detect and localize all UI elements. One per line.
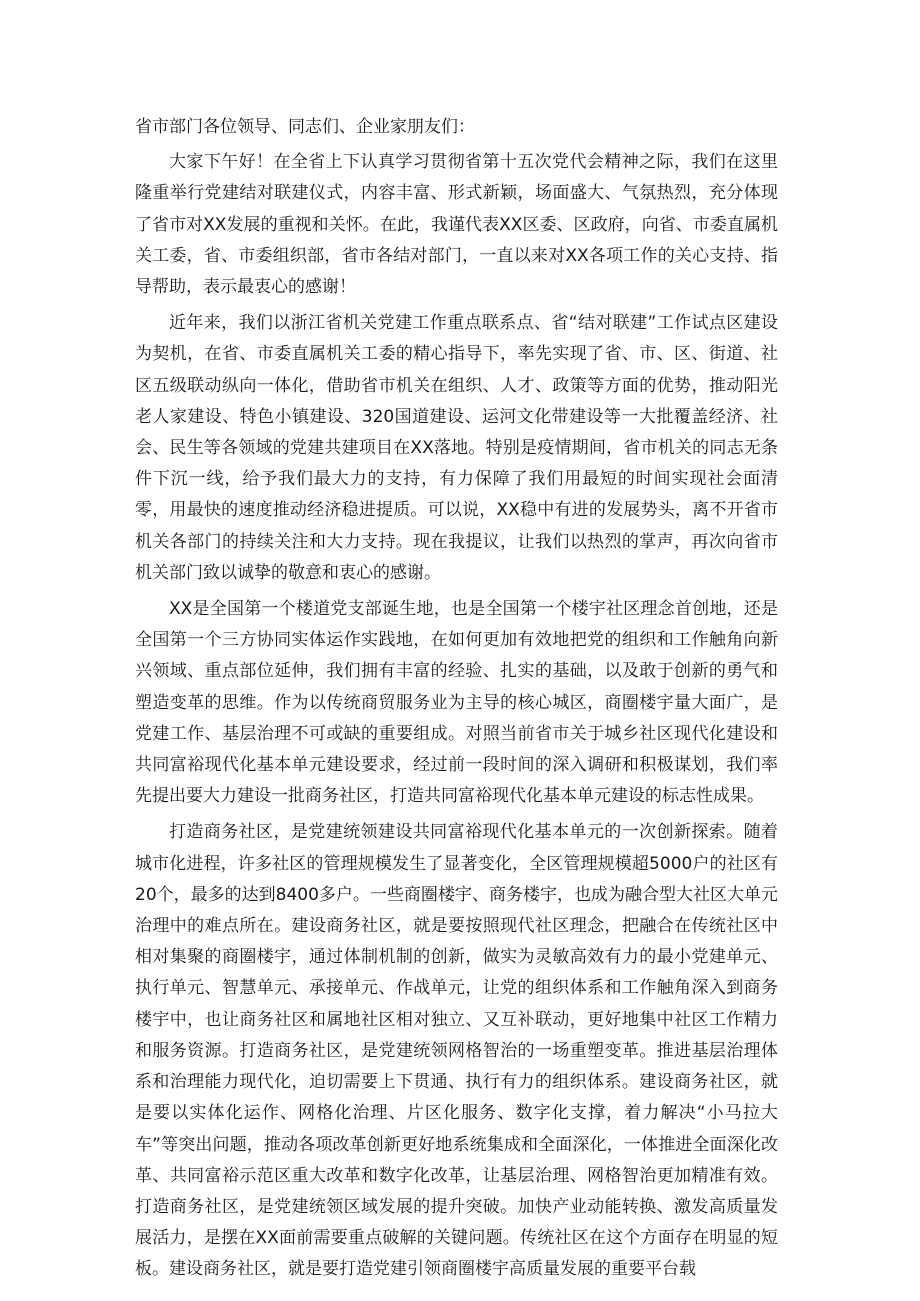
paragraph-background: XX是全国第一个楼道党支部诞生地，也是全国第一个楼宇社区理念首创地，还是全国第一个三方协同实体运作实践地，在如何更加有效地把党的组织和工作触角向新兴领域、重点部位延伸，我们拥有丰富的经验、扎实的基础，以及敢于创新的勇气和塑造变革的思维。作为以传统商贸服务业为主导的核心城区，商圈楼宇量大面广，是党建工作、基层治理不可或缺的重要组成。对照当前省市关于城乡社区现代化建设和共同富裕现代化基本单元建设要求，经过前一段时间的深入调研和积极谋划，我们率先提出要大力建设一批商务社区，打造共同富裕现代化基本单元建设的标志性成果。: [135, 599, 778, 807]
paragraph-greeting: 大家下午好！在全省上下认真学习贯彻省第十五次党代会精神之际，我们在这里隆重举行党建结对联建仪式，内容丰富、形式新颖，场面盛大、气氛热烈，充分体现了省市对XX发展的重视和关怀。在此，我谨代表XX区委、区政府，向省、市委直属机关工委，省、市委组织部，省市各结对部门，一直以来对XX各项工作的关心支持、指导帮助，表示最衷心的感谢！: [135, 152, 778, 298]
salutation: 省市部门各位领导、同志们、企业家朋友们：: [135, 117, 475, 137]
paragraph-achievements: 近年来，我们以浙江省机关党建工作重点联系点、省“结对联建”工作试点区建设为契机，在省、市委直属机关工委的精心指导下，率先实现了省、市、区、街道、社区五级联动纵向一体化，借助省市机关在组织、人才、政策等方面的优势，推动阳光老人家建设、特色小镇建设、320国道建设、运河文化带建设等一大批覆盖经济、社会、民生等各领域的党建共建项目在XX落地。特别是疫情期间，省市机关的同志无条件下沉一线，给予我们最大力的支持，有力保障了我们用最短的时间实现社会面清零，用最快的速度推动经济稳进提质。可以说，XX稳中有进的发展势头，离不开省市机关各部门的持续关注和大力支持。现在我提议，让我们以热烈的掌声，再次向省市机关部门致以诚挚的敬意和衷心的感谢。: [135, 313, 778, 583]
paragraph-business-community: 打造商务社区，是党建统领建设共同富裕现代化基本单元的一次创新探索。随着城市化进程，许多社区的管理规模发生了显著变化，全区管理规模超5000户的社区有20个，最多的达到8400多户。一些商圈楼宇、商务楼宇，也成为融合型大社区大单元治理中的难点所在。建设商务社区，就是要按照现代社区理念，把融合在传统社区中相对集聚的商圈楼宇，通过体制机制的创新，做实为灵敏高效有力的最小党建单元、执行单元、智慧单元、承接单元、作战单元，让党的组织体系和工作触角深入到商务楼宇中，也让商务社区和属地社区相对独立、又互补联动，更好地集中社区工作精力和服务资源。打造商务社区，是党建统领网格智治的一场重塑变革。推进基层治理体系和治理能力现代化，迫切需要上下贯通、执行有力的组织体系。建设商务社区，就是要以实体化运作、网格化治理、片区化服务、数字化支撑，着力解决“小马拉大车”等突出问题，推动各项改革创新更好地系统集成和全面深化，一体推进全面深化改革、共同富裕示范区重大改革和数字化改革，让基层治理、网格智治更加精准有效。打造商务社区，是党建统领区域发展的提升突破。加快产业动能转换、激发高质量发展活力，是摆在XX面前需要重点破解的关键问题。传统社区在这个方面存在明显的短板。建设商务社区，就是要打造党建引领商圈楼宇高质量发展的重要平台载: [135, 822, 778, 1280]
document-page: [135, 112, 778, 1291]
